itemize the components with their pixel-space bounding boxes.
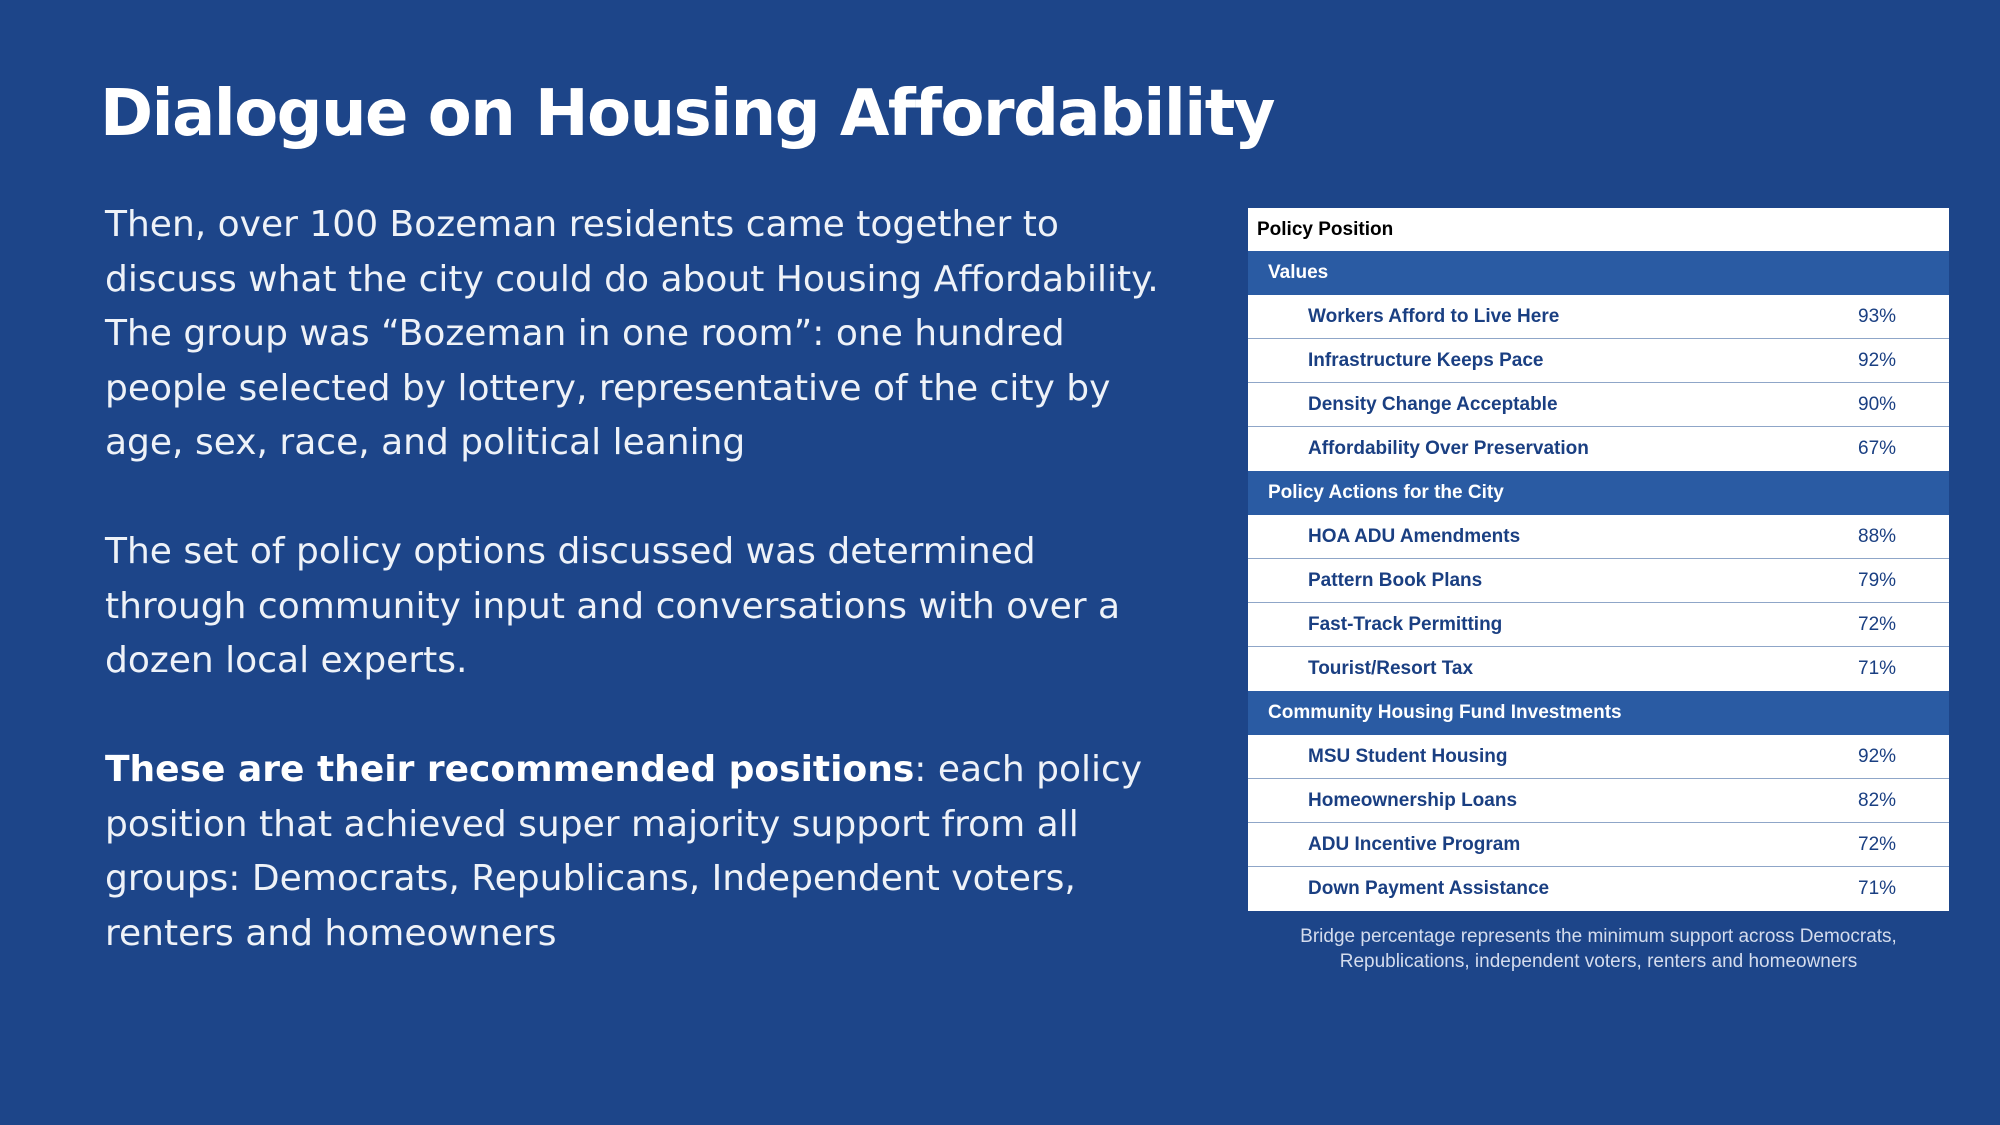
row-label: MSU Student Housing xyxy=(1308,745,1508,767)
row-value: 82% xyxy=(1858,789,1897,811)
group-header-policy-actions: Policy Actions for the City xyxy=(1248,471,1949,515)
paragraph-intro: Then, over 100 Bozeman residents came together to discuss what the city could do about Housing Affordability. The group was “Bozeman in one room”: one hundred people selected by lottery, representative of the city by age, sex, race, and political leaning xyxy=(105,204,1159,463)
table-footnote xyxy=(1248,924,1949,974)
body-text xyxy=(105,198,1165,961)
table-row xyxy=(1248,823,1949,867)
row-label: Fast-Track Permitting xyxy=(1308,613,1503,635)
table-row xyxy=(1248,779,1949,823)
row-label: Down Payment Assistance xyxy=(1308,878,1550,899)
row-value: 71% xyxy=(1858,658,1897,679)
row-label: Homeownership Loans xyxy=(1308,789,1518,811)
recommended-emphasis: These are their recommended positions xyxy=(105,749,915,790)
paragraph-recommended xyxy=(105,743,1165,961)
footnote-line-1: Bridge percentage represents the minimum support across Democrats, xyxy=(1300,926,1897,947)
footnote-line-2: Republications, independent voters, renters and homeowners xyxy=(1339,951,1858,972)
row-value: 79% xyxy=(1858,569,1897,591)
row-value: 92% xyxy=(1858,745,1897,767)
policy-table xyxy=(1248,208,1949,911)
slide-title: Dialogue on Housing Affordability xyxy=(100,77,1274,151)
table-row xyxy=(1248,603,1949,647)
row-value: 72% xyxy=(1858,833,1897,855)
table-row xyxy=(1248,515,1949,559)
row-label: Workers Afford to Live Here xyxy=(1308,305,1560,327)
table-row xyxy=(1248,295,1949,339)
row-value: 90% xyxy=(1858,393,1897,415)
row-value: 92% xyxy=(1858,349,1897,371)
row-value: 72% xyxy=(1858,613,1897,635)
row-label: Density Change Acceptable xyxy=(1308,393,1558,415)
row-value: 67% xyxy=(1858,438,1897,459)
table-row xyxy=(1248,383,1949,427)
table-header: Policy Position xyxy=(1248,208,1949,251)
table-row xyxy=(1248,735,1949,779)
recommended-description: : each policy position that achieved super majority support from all groups: Democrats, Republicans, Independent voters, renters and homeowners xyxy=(105,749,1143,954)
table-row xyxy=(1248,427,1949,471)
row-label: Affordability Over Preservation xyxy=(1308,438,1589,459)
row-value: 71% xyxy=(1858,878,1897,899)
row-value: 88% xyxy=(1858,525,1897,547)
table-row xyxy=(1248,559,1949,603)
table-row xyxy=(1248,339,1949,383)
row-label: Infrastructure Keeps Pace xyxy=(1308,349,1544,371)
row-label: ADU Incentive Program xyxy=(1308,833,1521,855)
row-label: Pattern Book Plans xyxy=(1308,569,1483,591)
row-label: Tourist/Resort Tax xyxy=(1308,658,1474,679)
group-header-housing-fund: Community Housing Fund Investments xyxy=(1248,691,1949,735)
table-row xyxy=(1248,647,1949,691)
paragraph-policy-options: The set of policy options discussed was determined through community input and conversations with over a dozen local experts. xyxy=(105,531,1121,681)
table-row xyxy=(1248,867,1949,911)
row-label: HOA ADU Amendments xyxy=(1308,525,1521,547)
group-header-values: Values xyxy=(1248,251,1949,295)
row-value: 93% xyxy=(1858,305,1897,327)
